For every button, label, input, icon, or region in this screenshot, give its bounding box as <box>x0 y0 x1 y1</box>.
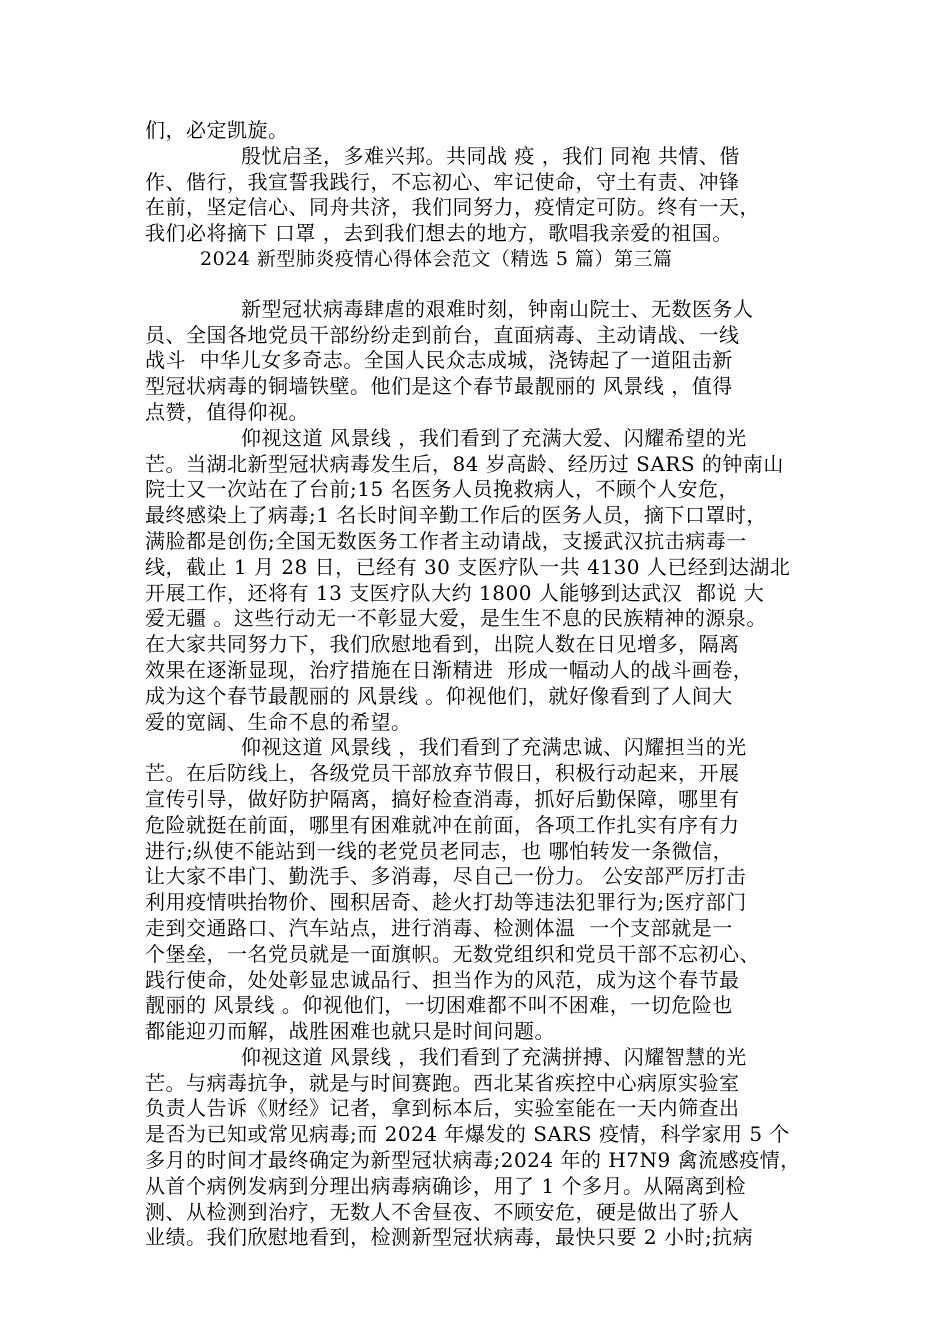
text-line: 从首个病例发病到分理出病毒病确诊，用了 1 个多月。从隔离到检 <box>145 1173 746 1198</box>
text-line: 芒。当湖北新型冠状病毒发生后，84 岁高龄、经历过 SARS 的钟南山 <box>145 451 784 476</box>
text-line: 员、全国各地党员干部纷纷走到前台，直面病毒、主动请战、一线 <box>145 322 740 347</box>
text-line: 芒。与病毒抗争，就是与时间赛跑。西北某省疾控中心病原实验室 <box>145 1070 740 1095</box>
section-heading <box>145 247 815 273</box>
text-line: 测、从检测到治疗，无数人不舍昼夜、不顾安危，硬是做出了骄人 <box>145 1199 740 1224</box>
text-line: 点赞，值得仰视。 <box>145 399 309 424</box>
text-line: 在前，坚定信心、同舟共济，我们同努力，疫情定可防。终有一天， <box>145 195 760 220</box>
text-line: 个堡垒，一名党员就是一面旗帜。无数党组织和党员干部不忘初心、 <box>145 941 760 966</box>
heading-text: 2024 新型肺炎疫情心得体会范文（精选 5 篇）第三篇 <box>200 247 673 270</box>
text-line: 践行使命，处处彰显忠诚品行、担当作为的风范，成为这个春节最 <box>145 967 740 992</box>
text-line: 殷忧启圣，多难兴邦。共同战 疫 ，我们 同袍 共情、偕 <box>241 143 740 168</box>
paragraph <box>145 144 815 247</box>
paragraph <box>145 1045 815 1251</box>
text-line: 业绩。我们欣慰地看到，检测新型冠状病毒，最快只要 2 小时;抗病 <box>145 1225 754 1250</box>
text-line: 进行;纵使不能站到一线的老党员老同志，也 哪怕转发一条微信， <box>145 838 734 863</box>
text-line: 都能迎刃而解，战胜困难也就只是时间问题。 <box>145 1019 555 1044</box>
text-line: 宣传引导，做好防护隔离，搞好检查消毒，抓好后勤保障，哪里有 <box>145 786 740 811</box>
text-line: 仰视这道 风景线 ，我们看到了充满大爱、闪耀希望的光 <box>241 425 747 450</box>
text-line: 战斗 中华儿女多奇志。全国人民众志成城，浇铸起了一道阻击新 <box>145 348 733 373</box>
text-line: 效果在逐渐显现，治疗措施在日渐精进 形成一幅动人的战斗画卷， <box>145 657 754 682</box>
paragraph <box>145 118 815 144</box>
text-line: 们，必定凯旋。 <box>145 118 289 142</box>
text-line: 院士又一次站在了台前;15 名医务人员挽救病人，不顾个人安危， <box>145 477 740 502</box>
text-line: 芒。在后防线上，各级党员干部放弃节假日，积极行动起来，开展 <box>145 761 740 786</box>
text-line: 负责人告诉《财经》记者，拿到标本后，实验室能在一天内筛查出 <box>145 1096 740 1121</box>
text-line: 爱无疆 。这些行动无一不彰显大爱，是生生不息的民族精神的源泉。 <box>145 606 767 631</box>
text-line: 危险就挺在前面，哪里有困难就冲在前面，各项工作扎实有序有力 <box>145 812 740 837</box>
text-line: 仰视这道 风景线 ，我们看到了充满忠诚、闪耀担当的光 <box>241 735 747 760</box>
text-line: 让大家不串门、勤洗手、多消毒，尽自己一份力。 公安部严厉打击 <box>145 864 747 889</box>
blank-line <box>145 273 815 297</box>
text-line: 线，截止 1 月 28 日，已经有 30 支医疗队一共 4130 人已经到达湖北 <box>145 554 791 579</box>
text-line: 靓丽的 风景线 。仰视他们，一切困难都不叫不困难，一切危险也 <box>145 993 733 1018</box>
text-line: 开展工作，还将有 13 支医疗队大约 1800 人能够到达武汉 都说 大 <box>145 580 765 605</box>
text-line: 成为这个春节最靓丽的 风景线 。仰视他们，就好像看到了人间大 <box>145 683 733 708</box>
text-line: 仰视这道 风景线 ，我们看到了充满拼搏、闪耀智慧的光 <box>241 1044 747 1069</box>
text-line: 在大家共同努力下，我们欣慰地看到，出院人数在日见增多，隔离 <box>145 632 740 657</box>
text-line: 走到交通路口、汽车站点，进行消毒、检测体温 一个支部就是一 <box>145 915 733 940</box>
text-line: 利用疫情哄抬物价、囤积居奇、趁火打劫等违法犯罪行为;医疗部门 <box>145 890 747 915</box>
text-line: 是否为已知或常见病毒;而 2024 年爆发的 SARS 疫情，科学家用 5 个 <box>145 1122 790 1147</box>
text-line: 作、偕行，我宣誓我践行，不忘初心、牢记使命，守土有责、冲锋 <box>145 169 740 194</box>
text-line: 最终感染上了病毒;1 名长时间辛勤工作后的医务人员，摘下口罩时， <box>145 503 767 528</box>
paragraph <box>145 735 815 1045</box>
text-line: 新型冠状病毒肆虐的艰难时刻，钟南山院士、无数医务人 <box>241 296 754 321</box>
paragraph <box>145 426 815 736</box>
text-line: 型冠状病毒的铜墙铁壁。他们是这个春节最靓丽的 风景线 ，值得 <box>145 374 733 399</box>
text-line: 爱的宽阔、生命不息的希望。 <box>145 709 412 734</box>
text-line: 满脸都是创伤;全国无数医务工作者主动请战，支援武汉抗击病毒一 <box>145 528 747 553</box>
document-body <box>145 118 815 1251</box>
text-line: 多月的时间才最终确定为新型冠状病毒;2024 年的 H7N9 禽流感疫情， <box>145 1148 801 1173</box>
text-line: 我们必将摘下 口罩 ，去到我们想去的地方，歌唱我亲爱的祖国。 <box>145 221 733 246</box>
paragraph <box>145 297 815 426</box>
